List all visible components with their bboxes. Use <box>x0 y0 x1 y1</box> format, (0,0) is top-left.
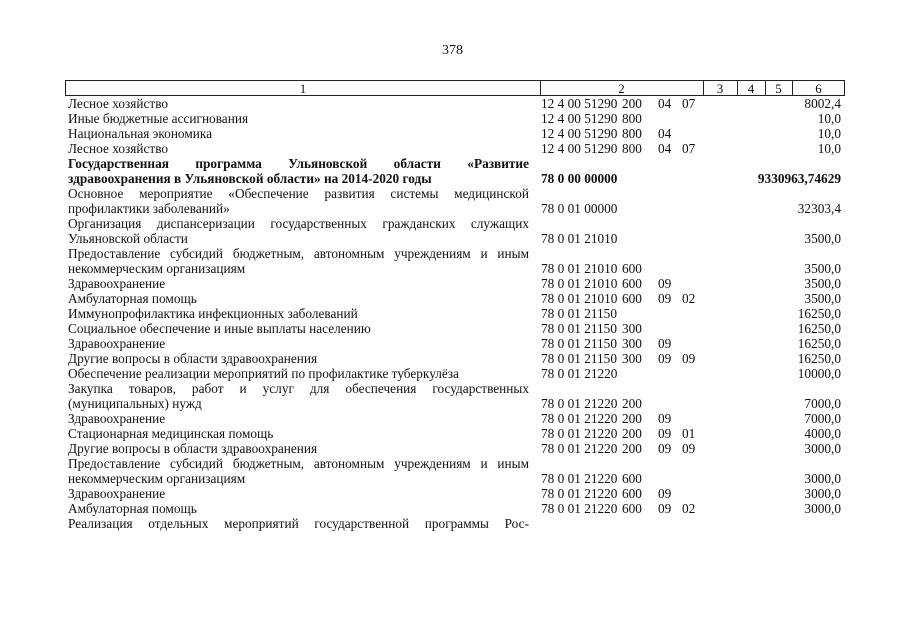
row-amount: 32303,4 <box>797 201 841 216</box>
row-col-4: 09 <box>658 276 672 291</box>
row-name: Иммунопрофилактика инфекционных заболеваний <box>68 306 358 321</box>
row-name: Обеспечение реализации мероприятий по профилактике туберкулёза <box>68 366 459 381</box>
header-col-4: 4 <box>747 81 755 96</box>
row-name: Здравоохранение <box>68 336 166 351</box>
row-amount: 16250,0 <box>797 306 841 321</box>
row-amount: 3000,0 <box>804 471 841 486</box>
row-name: Закупка товаров, работ и услуг для обеспечения государственных (муниципальных) нужд <box>68 381 529 411</box>
table-row <box>68 216 845 246</box>
row-code: 78 0 01 21220 <box>541 366 618 381</box>
row-name: Социальное обеспечение и иные выплаты населению <box>68 321 371 336</box>
header-col-6: 6 <box>815 81 822 96</box>
header-col-2: 2 <box>618 81 625 96</box>
row-amount: 16250,0 <box>797 336 841 351</box>
row-col-5: 07 <box>682 96 696 111</box>
row-cells <box>68 171 845 186</box>
row-col-5: 01 <box>682 426 696 441</box>
row-col-3: 600 <box>622 471 642 486</box>
row-col-3: 600 <box>622 291 642 306</box>
row-name: Предоставление субсидий бюджетным, автономным учреждениям и иным некоммерческим организациям <box>68 456 529 486</box>
row-amount: 4000,0 <box>804 426 841 441</box>
row-cells <box>68 351 845 366</box>
table-row <box>68 306 845 321</box>
row-code: 78 0 01 21220 <box>541 441 618 456</box>
row-cells <box>68 441 845 456</box>
row-name: Здравоохранение <box>68 276 166 291</box>
row-col-3: 200 <box>622 411 642 426</box>
table-row <box>68 351 845 366</box>
row-col-3: 300 <box>622 351 642 366</box>
row-col-3: 600 <box>622 261 642 276</box>
row-amount: 10,0 <box>817 141 841 156</box>
row-code: 78 0 01 21010 <box>541 231 618 246</box>
row-col-3: 600 <box>622 486 642 501</box>
row-col-5: 02 <box>682 291 696 306</box>
row-code: 12 4 00 51290 <box>541 111 618 126</box>
row-cells <box>68 411 845 426</box>
row-code: 78 0 01 21010 <box>541 291 618 306</box>
row-amount: 10000,0 <box>797 366 841 381</box>
row-code: 12 4 00 51290 <box>541 141 618 156</box>
row-name: Другие вопросы в области здравоохранения <box>68 441 318 456</box>
row-col-4: 09 <box>658 486 672 501</box>
row-col-3: 800 <box>622 111 642 126</box>
row-code: 78 0 01 21220 <box>541 471 618 486</box>
row-code: 78 0 01 21150 <box>541 321 617 336</box>
row-col-3: 200 <box>622 396 642 411</box>
row-col-3: 200 <box>622 96 642 111</box>
row-code: 78 0 01 21220 <box>541 426 618 441</box>
row-col-5: 02 <box>682 501 696 516</box>
table-row <box>68 486 845 501</box>
row-amount: 3500,0 <box>804 231 841 246</box>
row-code: 78 0 00 00000 <box>541 171 618 186</box>
header-col-1: 1 <box>299 81 307 96</box>
row-name: Лесное хозяйство <box>68 96 169 111</box>
row-amount: 3500,0 <box>804 291 841 306</box>
row-code: 78 0 01 21010 <box>541 276 618 291</box>
row-amount: 10,0 <box>817 126 841 141</box>
row-cells <box>68 306 845 321</box>
table-header <box>65 80 845 96</box>
row-name: Стационарная медицинская помощь <box>68 426 274 441</box>
row-code: 78 0 01 00000 <box>541 201 618 216</box>
row-amount: 8002,4 <box>804 96 841 111</box>
row-name: Амбулаторная помощь <box>68 501 197 516</box>
row-col-3: 300 <box>622 321 642 336</box>
row-name: Реализация отдельных мероприятий государственной программы Рос- <box>68 516 529 531</box>
row-col-3: 300 <box>622 336 642 351</box>
table-row <box>68 276 845 291</box>
row-col-3: 600 <box>622 501 642 516</box>
row-col-4: 09 <box>658 411 672 426</box>
row-amount: 3000,0 <box>804 441 841 456</box>
row-cells <box>68 321 845 336</box>
table-body <box>68 96 845 531</box>
table-row <box>68 441 845 456</box>
row-code: 12 4 00 51290 <box>541 96 618 111</box>
row-code: 12 4 00 51290 <box>541 126 618 141</box>
row-cells <box>68 276 845 291</box>
row-col-3: 600 <box>622 276 642 291</box>
row-amount: 16250,0 <box>797 321 841 336</box>
row-amount: 3500,0 <box>804 261 841 276</box>
row-code: 78 0 01 21150 <box>541 351 617 366</box>
row-cells <box>68 366 845 381</box>
row-code: 78 0 01 21220 <box>541 486 618 501</box>
table-row <box>68 321 845 336</box>
table-row <box>68 381 845 411</box>
row-amount: 7000,0 <box>804 396 841 411</box>
table-row <box>68 366 845 381</box>
row-amount: 10,0 <box>817 111 841 126</box>
row-col-5: 07 <box>682 141 696 156</box>
row-col-4: 09 <box>658 441 672 456</box>
row-amount: 3000,0 <box>804 486 841 501</box>
row-code: 78 0 01 21010 <box>541 261 618 276</box>
header-col-5: 5 <box>775 81 782 96</box>
row-cells <box>68 471 845 486</box>
row-col-4: 09 <box>658 336 672 351</box>
row-cells <box>68 141 845 156</box>
row-cells <box>68 201 845 216</box>
row-col-3: 200 <box>622 426 642 441</box>
row-col-4: 09 <box>658 501 672 516</box>
table-row <box>68 501 845 516</box>
row-cells <box>68 396 845 411</box>
table-row <box>68 96 845 111</box>
row-name: Лесное хозяйство <box>68 141 169 156</box>
row-cells <box>68 501 845 516</box>
row-cells <box>68 486 845 501</box>
table-row <box>68 126 845 141</box>
row-col-4: 09 <box>658 351 672 366</box>
row-cells <box>68 96 845 111</box>
row-col-4: 09 <box>658 291 672 306</box>
table-row <box>68 246 845 276</box>
table-row <box>68 291 845 306</box>
table-row <box>68 516 845 531</box>
row-amount: 3000,0 <box>804 501 841 516</box>
row-col-4: 04 <box>658 126 672 141</box>
table-row <box>68 111 845 126</box>
row-name: Здравоохранение <box>68 486 166 501</box>
row-col-4: 04 <box>658 141 672 156</box>
row-cells <box>68 231 845 246</box>
row-name: Основное мероприятие «Обеспечение развития системы медицинской профилактики заболеваний» <box>68 186 529 216</box>
table-row <box>68 156 845 186</box>
row-name: Предоставление субсидий бюджетным, автономным учреждениям и иным некоммерческим организациям <box>68 246 529 276</box>
row-cells <box>68 111 845 126</box>
row-name: Государственная программа Ульяновской области «Развитие здравоохранения в Ульяновской области» на 2014-2020 годы <box>68 156 529 186</box>
row-col-3: 800 <box>622 126 642 141</box>
row-col-4: 04 <box>658 96 672 111</box>
row-name: Иные бюджетные ассигнования <box>68 111 249 126</box>
row-cells <box>68 291 845 306</box>
row-name: Амбулаторная помощь <box>68 291 197 306</box>
row-code: 78 0 01 21150 <box>541 306 617 321</box>
row-code: 78 0 01 21220 <box>541 411 618 426</box>
row-col-4: 09 <box>658 426 672 441</box>
row-amount: 16250,0 <box>797 351 841 366</box>
row-name: Национальная экономика <box>68 126 213 141</box>
table-row <box>68 336 845 351</box>
row-cells <box>68 336 845 351</box>
table-row <box>68 456 845 486</box>
row-code: 78 0 01 21220 <box>541 396 618 411</box>
header-col-3: 3 <box>716 81 724 96</box>
row-amount: 9330963,74629 <box>757 171 841 186</box>
row-cells <box>68 126 845 141</box>
table-row <box>68 141 845 156</box>
row-name: Другие вопросы в области здравоохранения <box>68 351 318 366</box>
table-row <box>68 426 845 441</box>
row-code: 78 0 01 21220 <box>541 501 618 516</box>
row-col-5: 09 <box>682 441 696 456</box>
page-number: 378 <box>442 43 463 58</box>
row-cells <box>68 516 845 531</box>
row-cells <box>68 261 845 276</box>
row-name: Здравоохранение <box>68 411 166 426</box>
table-row <box>68 411 845 426</box>
row-cells <box>68 426 845 441</box>
row-amount: 3500,0 <box>804 276 841 291</box>
row-col-3: 800 <box>622 141 642 156</box>
row-amount: 7000,0 <box>804 411 841 426</box>
row-col-5: 09 <box>682 351 696 366</box>
row-code: 78 0 01 21150 <box>541 336 617 351</box>
table-row <box>68 186 845 216</box>
row-name: Организация диспансеризации государственных гражданских служащих Ульяновской области <box>68 216 529 246</box>
row-col-3: 200 <box>622 441 642 456</box>
